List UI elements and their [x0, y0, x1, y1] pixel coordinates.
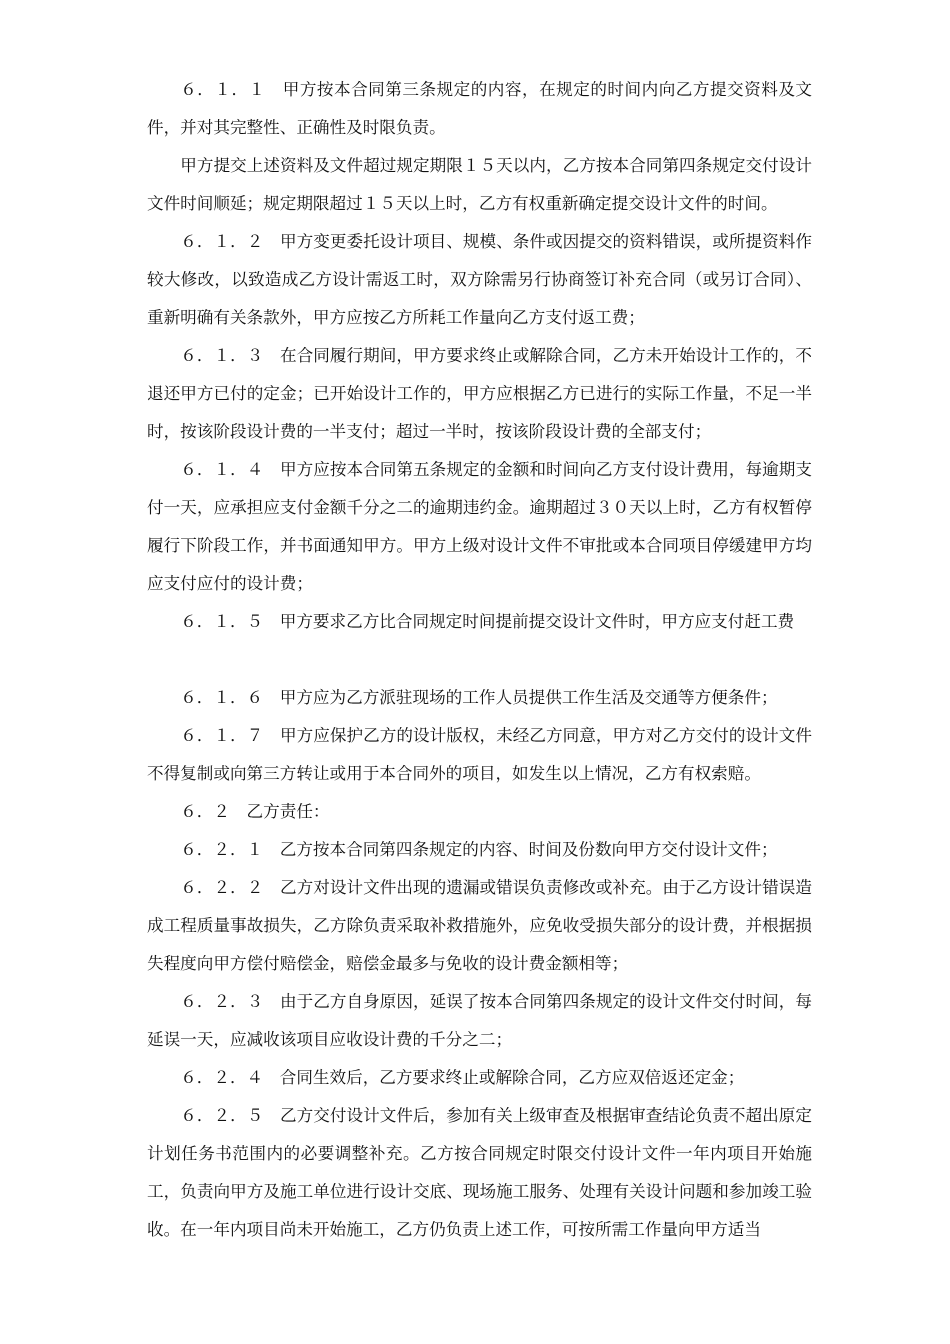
contract-text-body — [147, 71, 812, 1249]
paragraph-6-1-4: ６．１．４ 甲方应按本合同第五条规定的金额和时间向乙方支付设计费用，每逾期支付一天，应承担应支付金额千分之二的逾期违约金。逾期超过３０天以上时，乙方有权暂停履行下阶段工作，并书面通知甲方。甲方上级对设计文件不审批或本合同项目停缓建甲方均应支付应付的设计费； — [147, 460, 812, 593]
paragraph-6-1-1: ６．１．１ 甲方按本合同第三条规定的内容，在规定的时间内向乙方提交资料及文件，并对其完整性、正确性及时限负责。 — [147, 80, 812, 137]
paragraph-6-1-7: ６．１．７ 甲方应保护乙方的设计版权，未经乙方同意，甲方对乙方交付的设计文件不得复制或向第三方转让或用于本合同外的项目，如发生以上情况，乙方有权索赔。 — [147, 726, 812, 783]
paragraph-6-1-5: ６．１．５ 甲方要求乙方比合同规定时间提前提交设计文件时，甲方应支付赶工费 — [180, 612, 795, 631]
paragraph-6-2-2: ６．２．２ 乙方对设计文件出现的遗漏或错误负责修改或补充。由于乙方设计错误造成工程质量事故损失，乙方除负责采取补救措施外，应免收受损失部分的设计费，并根据损失程度向甲方偿付赔偿金，赔偿金最多与免收的设计费金额相等； — [147, 878, 812, 973]
paragraph-6-2-3: ６．２．３ 由于乙方自身原因，延误了按本合同第四条规定的设计文件交付时间，每延误一天，应减收该项目应收设计费的千分之二； — [147, 992, 812, 1049]
paragraph-6-1-3: ６．１．３ 在合同履行期间，甲方要求终止或解除合同，乙方未开始设计工作的，不退还甲方已付的定金；已开始设计工作的，甲方应根据乙方已进行的实际工作量，不足一半时，按该阶段设计费的一半支付；超过一半时，按该阶段设计费的全部支付； — [147, 346, 812, 441]
paragraph-6-1-1-continued: 甲方提交上述资料及文件超过规定期限１５天以内，乙方按本合同第四条规定交付设计文件时间顺延；规定期限超过１５天以上时，乙方有权重新确定提交设计文件的时间。 — [147, 156, 812, 213]
paragraph-6-2-4: ６．２．４ 合同生效后，乙方要求终止或解除合同，乙方应双倍返还定金； — [180, 1068, 745, 1087]
section-heading-6-2: ６．２ 乙方责任： — [180, 802, 330, 821]
paragraph-6-1-2: ６．１．２ 甲方变更委托设计项目、规模、条件或因提交的资料错误，或所提资料作较大修改，以致造成乙方设计需返工时，双方除需另行协商签订补充合同（或另订合同）、重新明确有关条款外，甲方应按乙方所耗工作量向乙方支付返工费； — [147, 232, 812, 327]
paragraph-6-2-5: ６．２．５ 乙方交付设计文件后，参加有关上级审查及根据审查结论负责不超出原定计划任务书范围内的必要调整补充。乙方按合同规定时限交付设计文件一年内项目开始施工，负责向甲方及施工单位进行设计交底、现场施工服务、处理有关设计问题和参加竣工验收。在一年内项目尚未开始施工，乙方仍负责上述工作，可按所需工作量向甲方适当 — [147, 1106, 812, 1239]
paragraph-6-2-1: ６．２．１ 乙方按本合同第四条规定的内容、时间及份数向甲方交付设计文件； — [180, 840, 778, 859]
paragraph-6-1-6: ６．１．６ 甲方应为乙方派驻现场的工作人员提供工作生活及交通等方便条件； — [180, 688, 778, 707]
